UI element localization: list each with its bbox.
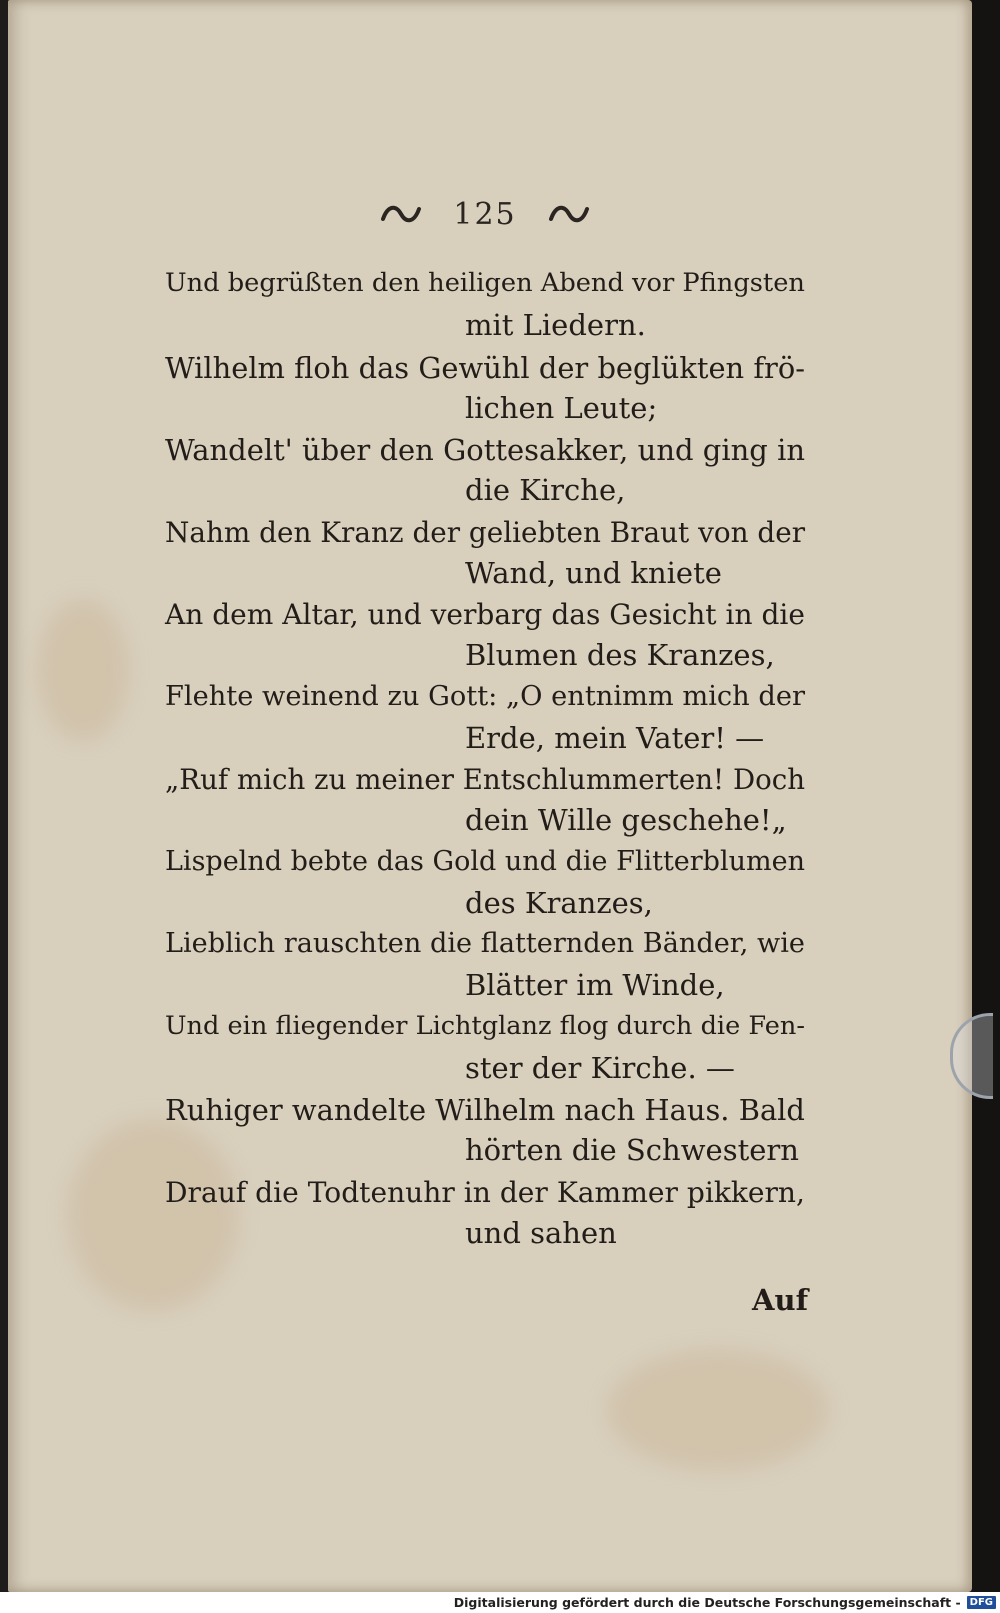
funding-notice: Digitalisierung gefördert durch die Deutsche Forschungsgemeinschaft - <box>453 1595 961 1610</box>
swash-ornament-icon <box>380 201 422 227</box>
verse-line: Nahm den Kranz der geliebten Braut von der <box>165 515 805 549</box>
verse-line: Lispelnd bebte das Gold und die Flitterblumen <box>165 845 805 877</box>
verse-line: Lieblich rauschten die flatternden Bänder, wie <box>165 928 805 959</box>
page-header <box>380 192 590 236</box>
paper-stain <box>608 1350 828 1470</box>
verse-continuation: Blätter im Winde, <box>465 968 725 1002</box>
verse-line: Und begrüßten den heiligen Abend vor Pfingsten <box>165 268 805 298</box>
book-page <box>8 0 972 1592</box>
verse-continuation: die Kirche, <box>465 473 626 507</box>
verse-continuation: ster der Kirche. — <box>465 1050 735 1085</box>
verse-continuation: und sahen <box>465 1215 617 1250</box>
verse-line: Ruhiger wandelte Wilhelm nach Haus. Bald <box>165 1093 805 1127</box>
verse-continuation: Blumen des Kranzes, <box>465 638 775 672</box>
swash-ornament-icon <box>548 201 590 227</box>
verse-line: „Ruf mich zu meiner Entschlummerten! Doch <box>165 763 805 796</box>
verse-continuation: Wand, und kniete <box>465 555 722 590</box>
verse-continuation: des Kranzes, <box>465 885 653 920</box>
verse-continuation: lichen Leute; <box>465 390 658 425</box>
digitization-footer <box>0 1592 1000 1613</box>
verse-line: An dem Altar, und verbarg das Gesicht in die <box>165 598 805 631</box>
verse-continuation: mit Liedern. <box>465 308 646 342</box>
page-edge-shadow <box>972 0 1000 1592</box>
verse-continuation: dein Wille geschehe!„ <box>465 803 787 837</box>
catchword: Auf <box>752 1283 809 1317</box>
verse-line: Wandelt' über den Gottesakker, und ging in <box>165 433 805 467</box>
verse-continuation: Erde, mein Vater! — <box>465 720 765 755</box>
verse-continuation: hörten die Schwestern <box>465 1133 799 1167</box>
verse-line: Drauf die Todtenuhr in der Kammer pikkern, <box>165 1175 805 1209</box>
verse-line: Flehte weinend zu Gott: „O entnimm mich der <box>165 680 805 712</box>
page-number: 125 <box>453 196 517 232</box>
paper-stain <box>68 1120 238 1310</box>
paper-stain <box>38 600 128 740</box>
verse-line: Und ein fliegender Lichtglanz flog durch die Fen- <box>165 1010 805 1041</box>
verse-line: Wilhelm floh das Gewühl der beglükten frö- <box>165 350 805 385</box>
dfg-logo: DFG <box>967 1596 996 1609</box>
